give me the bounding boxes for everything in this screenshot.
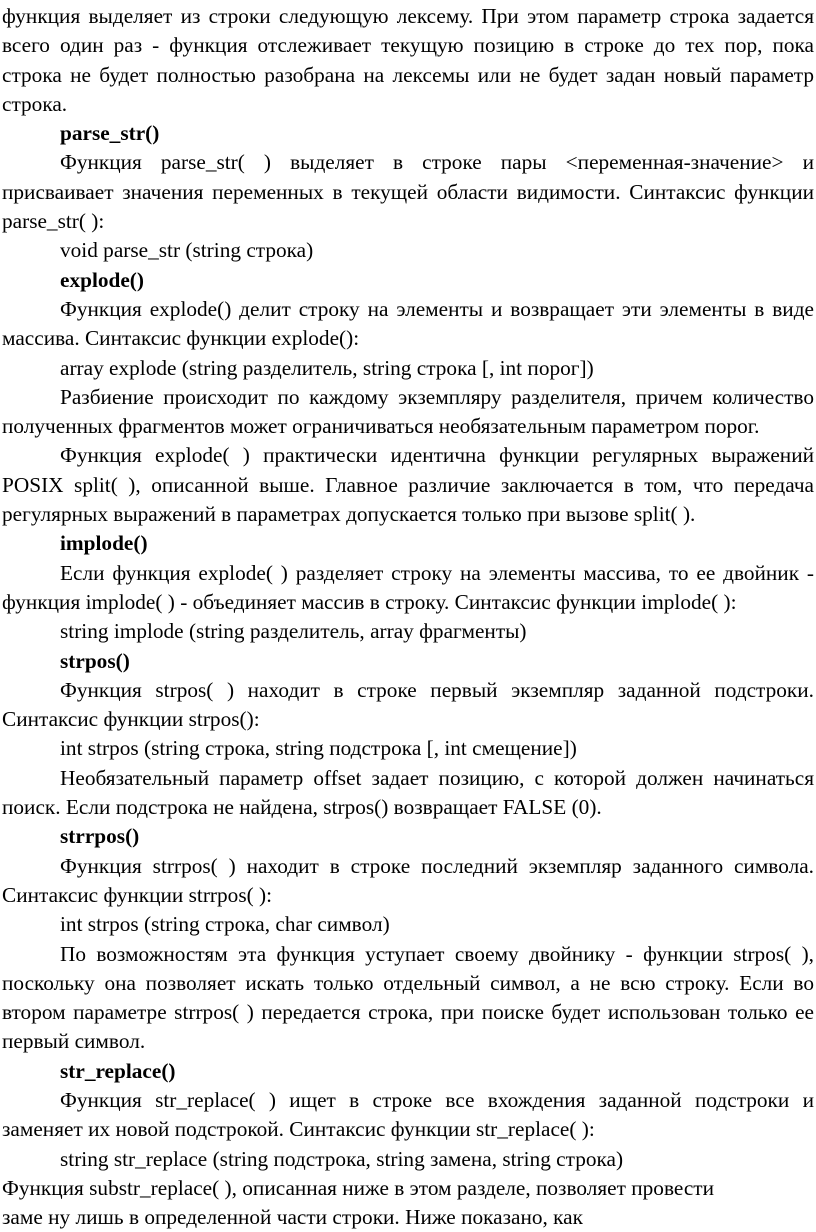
strpos-description: Функция strpos( ) находит в строке первый экземпляр заданной подстроки. Синтаксис функции strpos(): — [2, 677, 814, 732]
implode-syntax: string implode (string разделитель, array фрагменты) — [60, 619, 527, 644]
explode-note-limit: Разбиение происходит по каждому экземпляру разделителя, причем количество полученных фрагментов может ограничиваться необязательным параметром порог. — [2, 384, 814, 439]
strpos-syntax: int strpos (string строка, string подстрока [, int смещение]) — [60, 736, 577, 761]
explode-description: Функция explode() делит строку на элементы и возвращает эти элементы в виде массива. Синтаксис функции explode(): — [2, 296, 814, 351]
section-heading-strrpos: strrpos() — [60, 824, 140, 849]
section-heading-parse-str: parse_str() — [60, 121, 160, 146]
explode-syntax: array explode (string разделитель, string строка [, int порог]) — [60, 355, 594, 380]
implode-description: Если функция explode( ) разделяет строку на элементы массива, то ее двойник - функция implode( ) - объединяет массив в строку. Синтаксис функции implode( ): — [2, 560, 814, 614]
str-replace-tail-line-2: заме ну лишь в определенной части строки. Ниже показано, как — [2, 1205, 583, 1230]
strrpos-syntax: int strpos (string строка, char символ) — [60, 912, 390, 937]
explode-note-split: Функция explode( ) практически идентична функции регулярных выражений POSIX split( ), описанной выше. Главное различие заключается в том, что передача регулярных выражений в параметрах допускается только при вызове split( ). — [2, 443, 814, 527]
intro-paragraph: функция выделяет из строки следующую лексему. При этом параметр строка задается всего один раз - функция отслеживает текущую позицию в строке до тех пор, пока строка не будет полностью разобрана на лексемы или не будет задан новый параметр строка. — [2, 4, 814, 116]
parse-str-description: Функция parse_str( ) выделяет в строке пары <переменная-значение> и присваивает значения переменных в текущей области видимости. Синтаксис функции parse_str( ): — [2, 150, 814, 234]
strrpos-description: Функция strrpos( ) находит в строке последний экземпляр заданного символа. Синтаксис функции strrpos( ): — [2, 853, 814, 907]
section-heading-str-replace: str_replace() — [60, 1058, 176, 1083]
str-replace-tail-line-1: Функция substr_replace( ), описанная ниже в этом разделе, позволяет провести — [2, 1175, 715, 1200]
section-heading-implode: implode() — [60, 531, 148, 556]
strpos-note: Необязательный параметр offset задает позицию, с которой должен начинаться поиск. Если подстрока не найдена, strpos() возвращает FALSE (0). — [2, 765, 814, 820]
section-heading-strpos: strpos() — [60, 648, 130, 673]
section-heading-explode: explode() — [60, 267, 144, 292]
strrpos-note: По возможностям эта функция уступает своему двойнику - функции strpos( ), поскольку она позволяет искать только отдельный символ, а не всю строку. Если во втором параметре strrpos( ) передается строка, при поиске будет использован только ее первый символ. — [2, 941, 814, 1054]
str-replace-syntax: string str_replace (string подстрока, string замена, string строка) — [60, 1146, 624, 1171]
str-replace-description: Функция str_replace( ) ищет в строке все вхождения заданной подстроки и заменяет их новой подстрокой. Синтаксис функции str_replace( ): — [2, 1087, 814, 1142]
parse-str-syntax: void parse_str (string строка) — [60, 238, 314, 263]
